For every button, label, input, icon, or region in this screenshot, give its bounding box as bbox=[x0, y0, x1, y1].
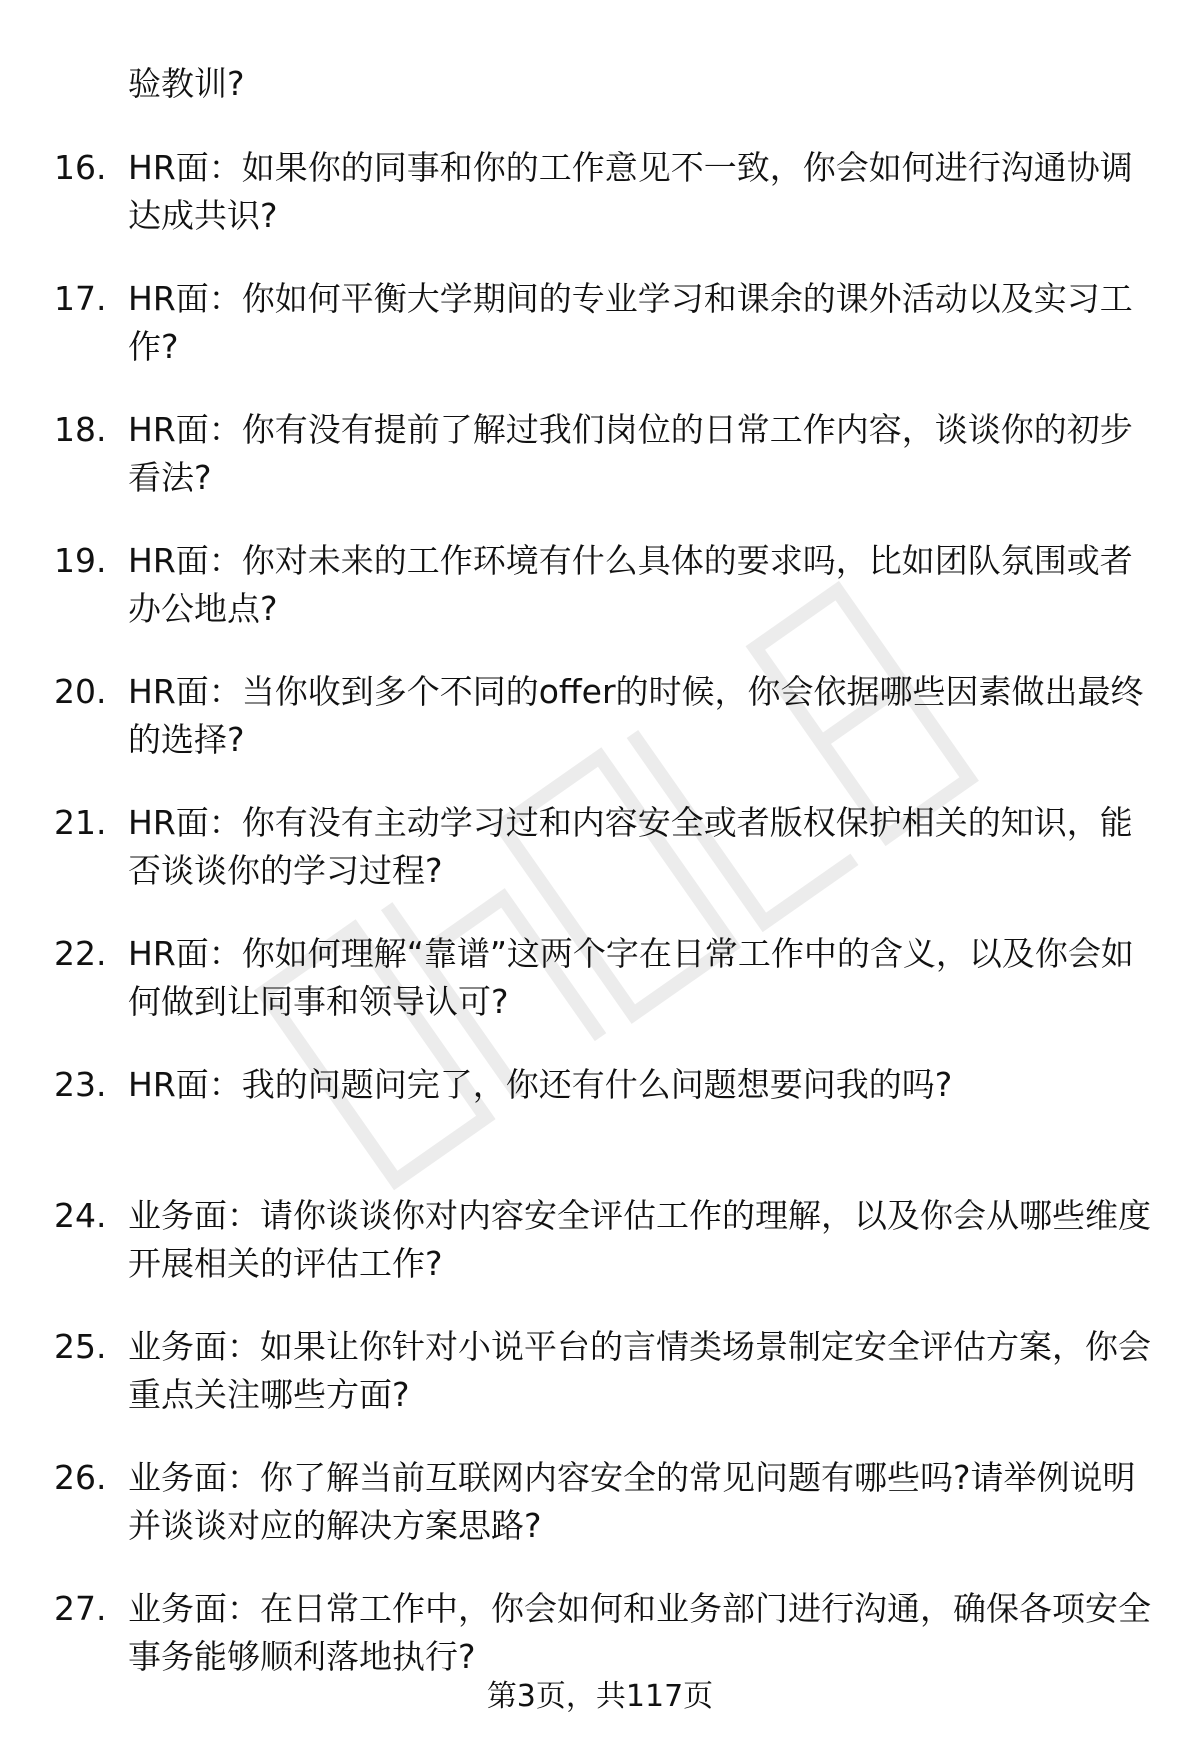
question-text: 业务面：请你谈谈你对内容安全评估工作的理解，以及你会从哪些维度开展相关的评估工作? bbox=[128, 1196, 1151, 1283]
list-item bbox=[0, 799, 1200, 930]
continuation-text: 验教训? bbox=[128, 64, 245, 103]
question-text: HR面：你对未来的工作环境有什么具体的要求吗，比如团队氛围或者办公地点? bbox=[128, 541, 1133, 628]
list-item bbox=[0, 275, 1200, 406]
list-item bbox=[0, 406, 1200, 537]
question-number: 16. bbox=[54, 148, 107, 187]
list-item bbox=[0, 144, 1200, 275]
question-text: HR面：你有没有提前了解过我们岗位的日常工作内容，谈谈你的初步看法? bbox=[128, 410, 1133, 497]
question-number: 21. bbox=[54, 803, 107, 842]
question-text: HR面：我的问题问完了，你还有什么问题想要问我的吗? bbox=[128, 1065, 953, 1104]
question-text: HR面：你如何理解“靠谱”这两个字在日常工作中的含义，以及你会如何做到让同事和领导认可? bbox=[128, 934, 1134, 1021]
list-item bbox=[0, 668, 1200, 799]
question-number: 23. bbox=[54, 1065, 107, 1104]
question-number: 20. bbox=[54, 672, 107, 711]
question-number: 27. bbox=[54, 1589, 107, 1628]
list-item bbox=[0, 930, 1200, 1061]
question-number: 26. bbox=[54, 1458, 107, 1497]
question-text: 业务面：在日常工作中，你会如何和业务部门进行沟通，确保各项安全事务能够顺利落地执行? bbox=[128, 1589, 1151, 1676]
list-item bbox=[0, 1192, 1200, 1323]
question-text: 业务面：你了解当前互联网内容安全的常见问题有哪些吗?请举例说明并谈谈对应的解决方案思路? bbox=[128, 1458, 1136, 1545]
question-text: 业务面：如果让你针对小说平台的言情类场景制定安全评估方案，你会重点关注哪些方面? bbox=[128, 1327, 1151, 1414]
question-number: 19. bbox=[54, 541, 107, 580]
list-item bbox=[0, 1323, 1200, 1454]
list-item bbox=[0, 1454, 1200, 1585]
list-item bbox=[0, 537, 1200, 668]
question-text: HR面：当你收到多个不同的offer的时候，你会依据哪些因素做出最终的选择? bbox=[128, 672, 1144, 759]
question-number: 17. bbox=[54, 279, 107, 318]
question-text: HR面：如果你的同事和你的工作意见不一致，你会如何进行沟通协调达成共识? bbox=[128, 148, 1133, 235]
question-number: 18. bbox=[54, 410, 107, 449]
question-text: HR面：你有没有主动学习过和内容安全或者版权保护相关的知识，能否谈谈你的学习过程? bbox=[128, 803, 1133, 890]
page-footer: 第3页，共117页 bbox=[486, 1679, 714, 1714]
list-item bbox=[0, 1061, 1200, 1192]
question-number: 22. bbox=[54, 934, 107, 973]
question-number: 24. bbox=[54, 1196, 107, 1235]
question-list bbox=[0, 144, 1200, 1716]
question-text: HR面：你如何平衡大学期间的专业学习和课余的课外活动以及实习工作? bbox=[128, 279, 1133, 366]
question-number: 25. bbox=[54, 1327, 107, 1366]
